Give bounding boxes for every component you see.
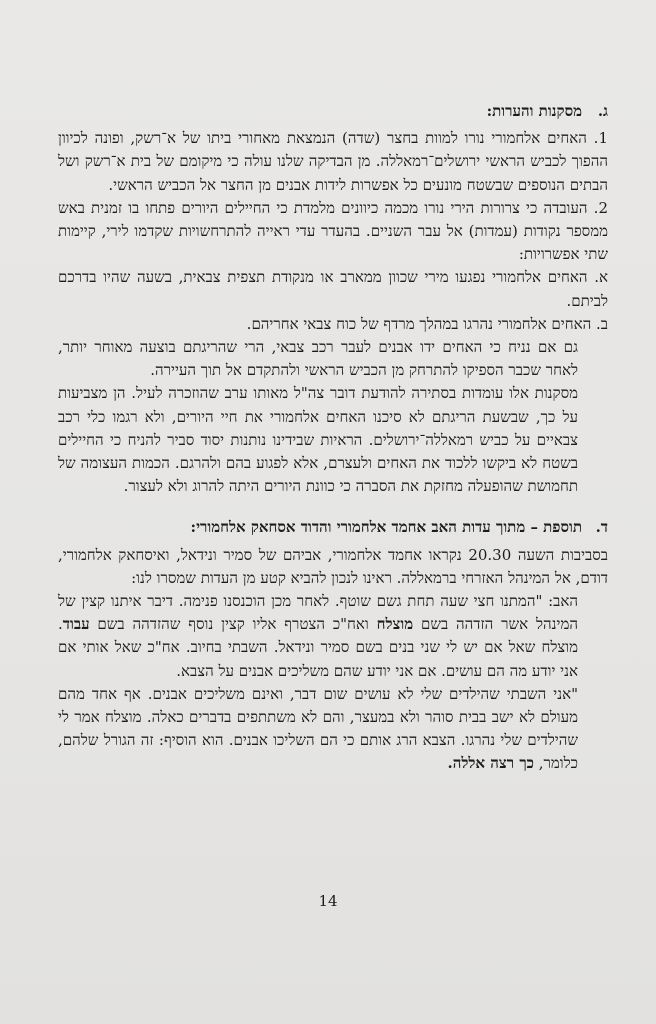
section-d-title: תוספת – מתוך עדות האב אחמד אלחמורי והדוד אסחאק אלחמורי:	[190, 518, 582, 537]
conclusion-paragraph-1: 1. האחים אלחמורי נורו למוות בחצר (שדה) הנמצאת מאחורי ביתו של א־רשק, ופונה לכיוון ההפוך לכביש הראשי ירושלים־רמאללה. מן הבדיקה שלנו עולה כי מיקומם של בית א־רשק ושל הבתים הנוספים שבשטח מונעים כל אפשרות לידות אבנים מן החצר אל הכביש הראשי.	[58, 129, 608, 194]
conclusion-paragraph-2: 2. העובדה כי צרורות הירי נורו מכמה כיוונים מלמדת כי החיילים היורים פתחו בו זמנית באש ממספר נקודות (עמדות) אל עבר השניים. בהעדר עדי ראייה להתרחשויות שקדמו לירי, קיימות שתי אפשרויות:	[58, 198, 608, 264]
quote-1-lead: האב: "המתנו חצי שעה תחת גשם שוטף. לאחר מכן הוכנסנו פנימה. דיבר איתנו קצין של המינהל אשר הזדהה בשם	[58, 592, 578, 634]
quote-2-lead: "אני השבתי שהילדים שלי לא עושים שום דבר, ואינם משליכים אבנים. אף אחד מהם מעולם לא ישב בבית סוהר ולא במעצר, והם לא משתתפים בדברים כאלה. מוצלח אמר לי שהילדים שלי נהרגו. הצבא הרג אותם כי הם השליכו אבנים. הוא הוסיף: זה הגורל שלהם, כלומר,	[58, 684, 578, 773]
section-d-heading	[58, 516, 608, 539]
section-g-heading	[58, 100, 608, 123]
quote-1-mid: ואח"כ הצטרף אליו קצין נוסף שהזדהה בשם	[89, 615, 377, 634]
page-number: 14	[318, 892, 338, 910]
quote-1-tail: . מוצלח שאל אם יש לי שני בנים בשם סמיר ונידאל. השבתי בחיוב. אח"כ שאל אותי אם אני יודע מה הם עושים. אם אני יודע שהם משליכים אבנים על הצבא.	[58, 615, 578, 680]
officer-name-2: עבוד	[62, 615, 90, 634]
section-g-title: מסקנות והערות:	[486, 102, 582, 120]
testimony-intro: בסביבות השעה 20.30 נקראו אחמד אלחמורי, אביהם של סמיר ונידאל, ואיסחאק אלחמורי, דודם, אל המינהל האזרחי ברמאללה. ראינו לנכון להביא קטע מן העדות שמסרו לנו:	[58, 545, 608, 587]
conclusion-paragraph-4: מסקנות אלו עומדות בסתירה להודעת דובר צה"ל מאותו ערב שהוזכרה לעיל. הן מצביעות על כך, שבשעת הריגתם לא סיכנו האחים אלחמורי את חיי היורים, ולא רגמו כלי רכב צבאיים על כביש רמאללה־ירושלים. הראיות שבידינו נותנות יסוד סביר להניח כי החיילים בשטח לא ביקשו ללכוד את האחים ולעצרם, אלא לפגוע בהם ולהרגם. הכמות העצומה של תחמושת שהופעלה מחזקת את הסברה כי כוונת היורים היתה להרוג ולא לעצור.	[58, 384, 578, 496]
officer-name-1: מוצלח	[376, 615, 414, 634]
option-b: ב. האחים אלחמורי נהרגו במהלך מרדף של כוח צבאי אחריהם.	[246, 314, 608, 333]
conclusion-paragraph-3: גם אם נניח כי האחים ידו אבנים לעבר רכב צבאי, הרי שהריגתם בוצעה מאוחר יותר, לאחר שכבר הספיקו להתרחק מן הכביש הראשי ולהתקדם אל תוך העיירה.	[58, 338, 578, 380]
quote-2-emphasis: כך רצה אללה.	[447, 754, 535, 773]
testimony-quote-2	[58, 683, 608, 776]
testimony-quote-1	[58, 590, 608, 683]
option-a: א. האחים אלחמורי נפגעו מירי שכוון ממארב או מנקודת תצפית צבאית, בשעה שהיו בדרכם לביתם.	[58, 268, 608, 310]
page-content	[58, 100, 608, 776]
section-d-letter: ד.	[595, 518, 608, 537]
section-g-letter: ג.	[597, 102, 608, 120]
